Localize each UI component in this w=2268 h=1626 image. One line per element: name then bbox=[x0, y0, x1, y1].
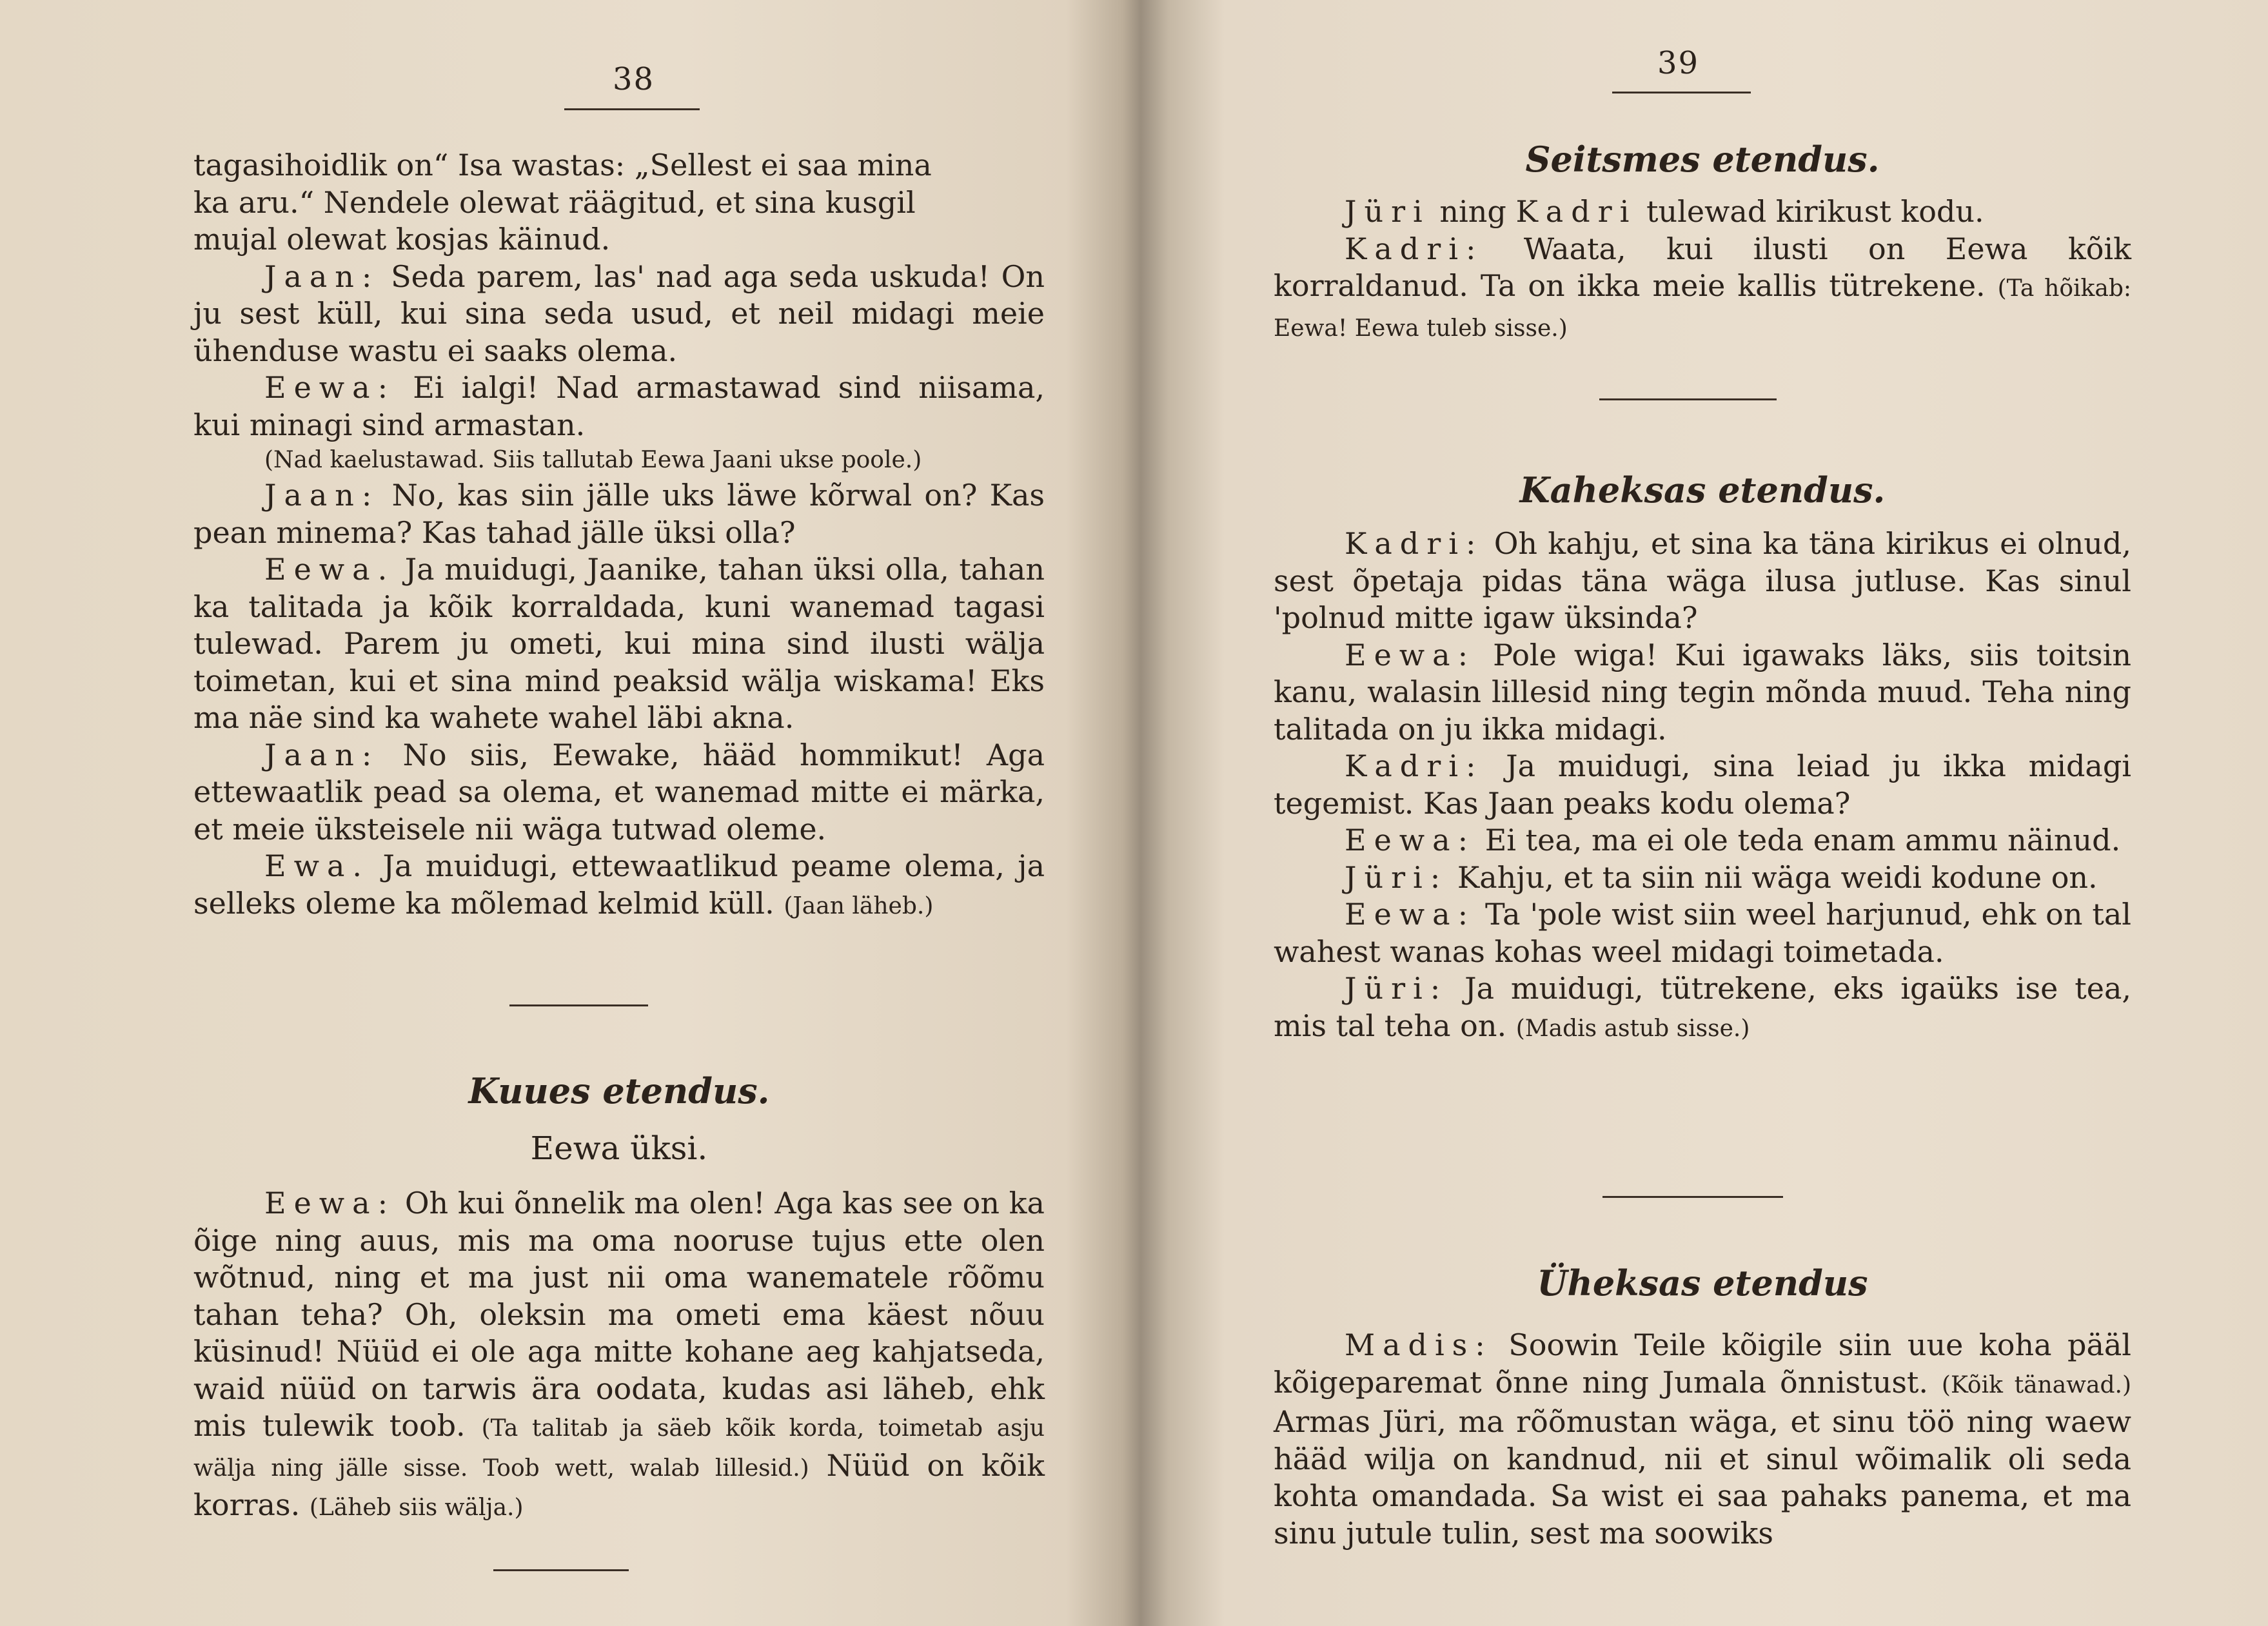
dialogue-text: Ja muidugi, Jaanike, tahan üksi olla, tahan ka talitada ja kõik korraldada, kuni wanemad tagasi tulewad. Parem ju ometi, kui mina sind ilusti wälja toimetan, kui et sina mind peaksid wälja wiskama! Eks ma näe sind ka wahete wahel läbi akna. bbox=[193, 552, 1045, 735]
speaker-name: Kadri bbox=[1515, 194, 1637, 229]
page-number-rule bbox=[564, 108, 700, 110]
dialogue-text: Oh kahju, et sina ka täna kirikus ei olnud, sest õpetaja pidas täna wäga ilusa jutluse. Kas sinul 'polnud mitte igaw üksinda? bbox=[1274, 526, 2131, 635]
dialogue-paragraph bbox=[1274, 231, 2131, 348]
speaker-name: Eewa: bbox=[1345, 897, 1476, 932]
speaker-name: Ewa. bbox=[264, 848, 370, 883]
scene-separator bbox=[1599, 398, 1777, 400]
dialogue-paragraph bbox=[193, 848, 1045, 925]
page-number: 38 bbox=[613, 61, 655, 97]
dialogue-text: Oh kui õnnelik ma olen! Aga kas see on ka õige ning auus, mis ma oma nooruse tujus ette olen wõtnud, ning et ma just nii oma wanematele rõõmu tahan teha? Oh, oleksin ma ometi ema käest nõuu küsinud! Nüüd ei ole aga mitte kohane aeg kahjatseda, waid nüüd on tarwis ära oodata, kudas asi läheb, ehk mis tulewik toob. bbox=[193, 1186, 1045, 1443]
dialogue-paragraph bbox=[1274, 822, 2131, 859]
scene-heading: Kuues etendus. bbox=[468, 1070, 770, 1112]
dialogue-text: Ja muidugi, ettewaatlikud peame olema, ja selleks oleme ka mõlemad kelmid küll. bbox=[193, 848, 1045, 921]
dialogue-paragraph bbox=[1274, 896, 2131, 970]
dialogue-paragraph bbox=[1274, 193, 2131, 231]
speaker-name: Eewa: bbox=[264, 370, 396, 405]
speaker-name: Jaan: bbox=[264, 478, 380, 513]
dialogue-text: Armas Jüri, ma rõõmustan wäga, et sinu töö ning waew hääd wilja on kandnud, nii et sinul wõimalik oli seda kohta omandada. Sa wist ei saa pahaks panema, et ma sinu jutule tulin, sest ma soowiks bbox=[1274, 1404, 2131, 1551]
dialogue-text: Ja muidugi, sina leiad ju ikka midagi tegemist. Kas Jaan peaks kodu olema? bbox=[1274, 749, 2131, 821]
scene-separator bbox=[493, 1569, 629, 1571]
dialogue-text: Kahju, et ta siin nii wäga weidi kodune on. bbox=[1448, 859, 2098, 895]
right-text-block-3 bbox=[1274, 1327, 2131, 1552]
speaker-name: Jaan: bbox=[264, 737, 380, 772]
right-text-block-1 bbox=[1274, 193, 2131, 347]
right-page bbox=[1135, 0, 2268, 1626]
dialogue-paragraph bbox=[193, 551, 1045, 737]
speaker-name: Madis: bbox=[1345, 1327, 1493, 1362]
dialogue-text: Soowin Teile kõigile siin uue koha pääl kõigeparemat õnne ning Jumala õnnistust. bbox=[1274, 1327, 2131, 1400]
dialogue-text: Nüüd on kõik korras. bbox=[193, 1447, 1045, 1522]
speaker-name: Eewa: bbox=[264, 1186, 396, 1220]
text-line: tagasihoidlik on“ Isa wastas: „Sellest ei saa mina bbox=[193, 148, 932, 182]
dialogue-text: Ei tea, ma ei ole teda enam ammu näinud. bbox=[1475, 823, 2121, 857]
speaker-name: Jüri bbox=[1345, 194, 1430, 229]
speaker-name: Jüri: bbox=[1345, 971, 1448, 1006]
dialogue-paragraph bbox=[1274, 1327, 2131, 1552]
dialogue-paragraph bbox=[1274, 637, 2131, 749]
dialogue-paragraph bbox=[1274, 859, 2131, 897]
page-number: 39 bbox=[1657, 45, 1700, 81]
stage-direction: (Jaan läheb.) bbox=[784, 892, 934, 919]
left-page bbox=[0, 0, 1132, 1626]
stage-direction: (Nad kaelustawad. Siis tallutab Eewa Jaani ukse poole.) bbox=[264, 447, 922, 473]
stage-direction: (Ta talitab ja säeb kõik korda, toimetab asju wälja ning jälle sisse. Toob wett, walab lillesid.) bbox=[193, 1415, 1045, 1482]
dialogue-paragraph bbox=[1274, 525, 2131, 637]
speaker-name: Kadri: bbox=[1345, 526, 1484, 561]
dialogue-paragraph bbox=[193, 477, 1045, 551]
dialogue-text: Pole wiga! Kui igawaks läks, siis toitsin kanu, walasin lillesid ning tegin mõnda muud. Teha ning talitada on ju ikka midagi. bbox=[1274, 637, 2131, 747]
dialogue-text: Ja muidugi, tütrekene, eks igaüks ise tea, mis tal teha on. bbox=[1274, 971, 2131, 1043]
dialogue-text: No siis, Eewake, hääd hommikut! Aga ettewaatlik pead sa olema, et wanemad mitte ei märka, et meie üksteisele nii wäga tutwad oleme. bbox=[193, 737, 1045, 847]
dialogue-text: Seda parem, las' nad aga seda uskuda! On ju sest küll, kui sina seda usud, et neil midagi meie ühenduse wastu ei saaks olema. bbox=[193, 259, 1045, 368]
dialogue-paragraph bbox=[1274, 748, 2131, 822]
dialogue-text: tulewad kirikust kodu. bbox=[1637, 194, 1984, 229]
scene-subheading: Eewa üksi. bbox=[530, 1130, 708, 1167]
dialogue-paragraph bbox=[1274, 970, 2131, 1047]
speaker-name: Jüri: bbox=[1345, 859, 1448, 895]
dialogue-text: ning bbox=[1430, 194, 1516, 229]
stage-direction: (Läheb siis wälja.) bbox=[309, 1494, 524, 1521]
dialogue-paragraph bbox=[193, 259, 1045, 370]
stage-direction: (Ta hõikab: Eewa! Eewa tuleb sisse.) bbox=[1274, 275, 2131, 342]
speaker-name: Kadri: bbox=[1345, 749, 1484, 783]
speaker-name: Eewa: bbox=[1345, 823, 1476, 857]
text-line: mujal olewat kosjas käinud. bbox=[193, 222, 611, 257]
scene-separator bbox=[509, 1004, 648, 1006]
right-text-block-2 bbox=[1274, 525, 2131, 1047]
scene-heading: Kaheksas etendus. bbox=[1519, 469, 1886, 511]
dialogue-text: Waata, kui ilusti on Eewa kõik korraldanud. Ta on ikka meie kallis tütrekene. bbox=[1274, 231, 2131, 303]
stage-direction: (Madis astub sisse.) bbox=[1515, 1015, 1750, 1042]
speaker-name: Jaan: bbox=[264, 259, 380, 294]
dialogue-paragraph bbox=[193, 1185, 1045, 1527]
scene-heading: Üheksas etendus bbox=[1537, 1262, 1868, 1304]
dialogue-text: Ta 'pole wist siin weel harjunud, ehk on tal wahest wanas kohas weel midagi toimetada. bbox=[1274, 897, 2131, 969]
dialogue-paragraph bbox=[193, 737, 1045, 848]
speaker-name: Kadri: bbox=[1345, 231, 1484, 266]
dialogue-text: No, kas siin jälle uks läwe kõrwal on? Kas pean minema? Kas tahad jälle üksi olla? bbox=[193, 478, 1045, 550]
scene-heading: Seitsmes etendus. bbox=[1525, 139, 1880, 180]
left-text-block-1 bbox=[193, 147, 1045, 925]
text-line: ka aru.“ Nendele olewat räägitud, et sina kusgil bbox=[193, 184, 916, 220]
speaker-name: Eewa. bbox=[264, 552, 395, 587]
dialogue-paragraph bbox=[193, 369, 1045, 444]
scene-separator bbox=[1602, 1196, 1783, 1198]
left-text-block-2 bbox=[193, 1185, 1045, 1527]
page-number-rule bbox=[1612, 92, 1751, 93]
dialogue-text: Ei ialgi! Nad armastawad sind niisama, kui minagi sind armastan. bbox=[193, 370, 1045, 442]
stage-direction: (Kõik tänawad.) bbox=[1941, 1371, 2131, 1398]
speaker-name: Eewa: bbox=[1345, 637, 1476, 672]
